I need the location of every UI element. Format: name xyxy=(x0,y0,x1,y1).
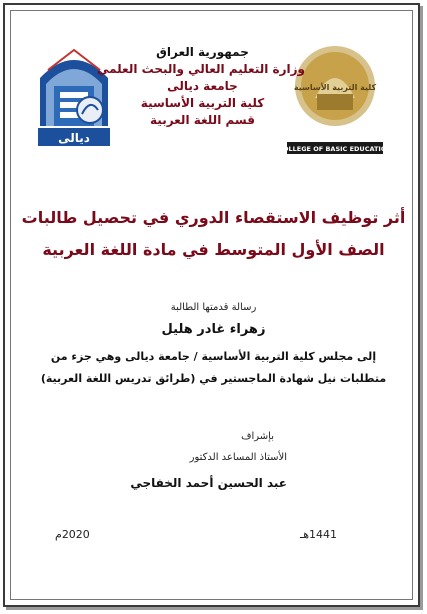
submission-line1: إلى مجلس كلية التربية الأساسية / جامعة ديالى وهي جزء من xyxy=(50,350,377,363)
thesis-title-line1: أثر توظيف الاستقصاء الدوري في تحصيل طالبات xyxy=(21,208,406,227)
supervision-label: بإشراف xyxy=(241,431,274,442)
header-college: كلية التربية الأساسية xyxy=(140,96,265,110)
header-ministry: وزارة التعليم العالي والبحث العلمي xyxy=(96,62,305,76)
header-university: جامعة ديالى xyxy=(167,79,238,93)
submission-line2: متطلبات نيل شهادة الماجستير في (طرائق تدريس اللغة العربية) xyxy=(40,372,387,385)
date-gregorian: 2020م xyxy=(55,528,90,541)
right-logo-caption: COLLEGE OF BASIC EDUCATION xyxy=(278,145,392,153)
institution-header xyxy=(96,44,305,129)
supervisor-name: عبد الحسين أحمد الخفاجي xyxy=(130,476,287,490)
student-name: زهراء غادر هليل xyxy=(161,322,266,337)
header-country: جمهورية العراق xyxy=(156,45,249,59)
thesis-title-line2: الصف الأول المتوسط في مادة اللغة العربية xyxy=(42,240,385,259)
submitted-by-label: رسالة قدمتها الطالبة xyxy=(170,302,257,313)
header-department: قسم اللغة العربية xyxy=(150,113,255,127)
supervisor-rank: الأستاذ المساعد الدكتور xyxy=(189,452,287,463)
date-hijri: 1441هـ xyxy=(300,528,338,541)
left-logo-caption: ديالى xyxy=(58,131,90,145)
right-emblem-text: كلية التربية الأساسية xyxy=(293,83,377,92)
